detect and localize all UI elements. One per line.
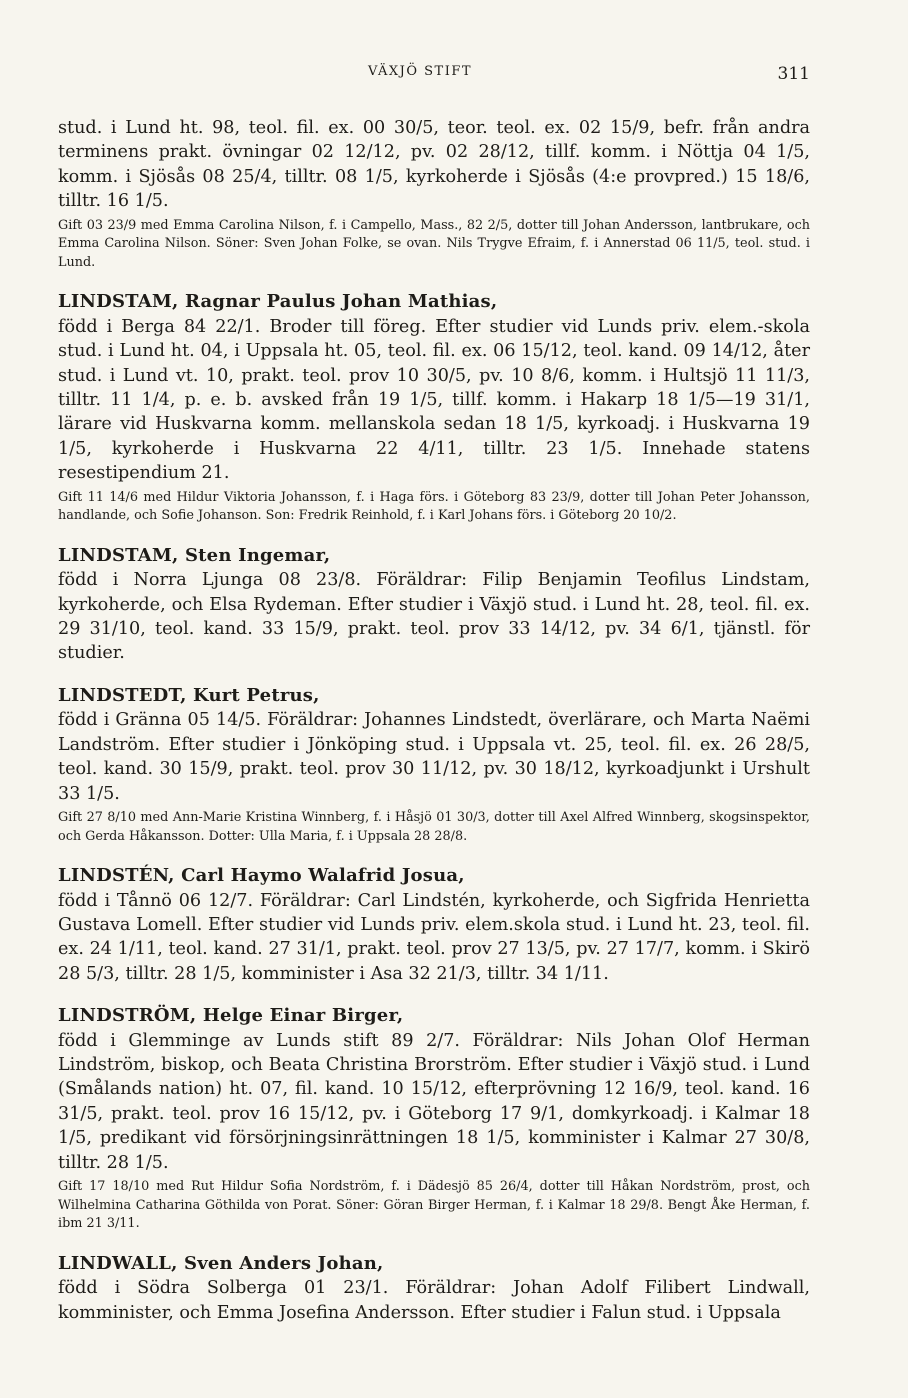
entry-text: född i Tånnö 06 12/7. Föräldrar: Carl Lindstén, kyrkoherde, och Sigfrida Henrietta Gustava Lomell. Efter studier vid Lunds priv. elem.skola stud. i Lund ht. 23, teol. fil. ex. 24 1/11, teol. kand. 27 31/1, prakt. teol. prov 27 13/5, pv. 27 17/7, komm. i Skirö 28 5/3, tilltr. 28 1/5, komminister i Asa 32 21/3, tilltr. 34 1/11.	[58, 890, 810, 984]
running-title: VÄXJÖ STIFT	[368, 64, 473, 79]
running-header	[58, 64, 810, 88]
entry-text: född i Berga 84 22/1. Broder till föreg. Efter studier vid Lunds priv. elem.-skola stud. i Lund ht. 04, i Uppsala ht. 05, teol. fil. ex. 06 15/12, teol. kand. 09 14/12, åter stud. i Lund vt. 10, prakt. teol. prov 10 30/5, pv. 10 8/6, komm. i Hultsjö 11 11/3, tilltr. 11 1/4, p. e. b. avsked från 19 1/5, tillf. komm. i Hakarp 18 1/5—19 31/1, lärare vid Huskvarna komm. mellanskola sedan 18 1/5, kyrkoadj. i Huskvarna 19 1/5, kyrkoherde i Huskvarna 22 4/11, tilltr. 23 1/5. Innehade statens resestipendium 21.	[58, 316, 810, 484]
continuation-family: Gift 03 23/9 med Emma Carolina Nilson, f. i Campello, Mass., 82 2/5, dotter till Johan Andersson, lantbrukare, och Emma Carolina Nilson. Söner: Sven Johan Folke, se ovan. Nils Trygve Efraim, f. i Annerstad 06 11/5, teol. stud. i Lund.	[58, 217, 810, 270]
entry-text: född i Glemminge av Lunds stift 89 2/7. Föräldrar: Nils Johan Olof Herman Lindström, biskop, och Beata Christina Brorström. Efter studier i Växjö stud. i Lund (Smålands nation) ht. 07, fil. kand. 10 15/12, efterprövning 12 16/9, teol. kand. 16 31/5, prakt. teol. prov 16 15/12, pv. i Göteborg 17 9/1, domkyrkoadj. i Kalmar 18 1/5, predikant vid försörjningsinrättningen 18 1/5, komminister i Kalmar 27 30/8, tilltr. 28 1/5.	[58, 1030, 810, 1173]
continuation-text: stud. i Lund ht. 98, teol. fil. ex. 00 30/5, teor. teol. ex. 02 15/9, befr. från andra terminens prakt. övningar 02 12/12, pv. 02 28/12, tillf. komm. i Nöttja 04 1/5, komm. i Sjösås 08 25/4, tilltr. 08 1/5, kyrkoherde i Sjösås (4:e provpred.) 15 18/6, tilltr. 16 1/5.	[58, 118, 810, 212]
entry-family: Gift 11 14/6 med Hildur Viktoria Johansson, f. i Haga förs. i Göteborg 83 23/9, dotter till Johan Peter Johansson, handlande, och Sofie Johanson. Son: Fredrik Reinhold, f. i Karl Johans förs. i Göteborg 20 10/2.	[58, 489, 810, 524]
entry-name: LINDSTEDT, Kurt Petrus,	[58, 684, 320, 706]
entry-name: LINDWALL, Sven Anders Johan,	[58, 1252, 384, 1274]
entry-text: född i Gränna 05 14/5. Föräldrar: Johannes Lindstedt, överlärare, och Marta Naëmi Landström. Efter studier i Jönköping stud. i Uppsala vt. 25, teol. fil. ex. 26 28/5, teol. kand. 30 15/9, prakt. teol. prov 30 11/12, pv. 30 18/12, kyrkoadjunkt i Urshult 33 1/5.	[58, 710, 810, 804]
biography-entry	[58, 544, 810, 666]
entry-name: LINDSTRÖM, Helge Einar Birger,	[58, 1005, 404, 1027]
biography-entry	[58, 684, 810, 846]
entry-family: Gift 17 18/10 med Rut Hildur Sofia Nordström, f. i Dädesjö 85 26/4, dotter till Håkan Nordström, prost, och Wilhelmina Catharina Göthilda von Porat. Söner: Göran Birger Herman, f. i Kalmar 18 29/8. Bengt Åke Herman, f. ibm 21 3/11.	[58, 1178, 810, 1232]
entry-text: född i Norra Ljunga 08 23/8. Föräldrar: Filip Benjamin Teofilus Lindstam, kyrkoherde, och Elsa Rydeman. Efter studier i Växjö stud. i Lund ht. 28, teol. fil. ex. 29 31/10, teol. kand. 33 15/9, prakt. teol. prov 33 14/12, pv. 34 6/1, tjänstl. för studier.	[58, 570, 810, 664]
page-number: 311	[777, 64, 810, 84]
biography-entry	[58, 1252, 810, 1325]
continuation-entry	[58, 116, 810, 272]
entry-family: Gift 27 8/10 med Ann-Marie Kristina Winnberg, f. i Håsjö 01 30/3, dotter till Axel Alfred Winnberg, skogsinspektor, och Gerda Håkansson. Dotter: Ulla Maria, f. i Uppsala 28 28/8.	[58, 809, 810, 844]
entry-name: LINDSTAM, Ragnar Paulus Johan Mathias,	[58, 291, 498, 313]
entry-name: LINDSTAM, Sten Ingemar,	[58, 544, 331, 566]
biography-entry	[58, 864, 810, 986]
biography-entry	[58, 1004, 810, 1234]
entry-text: född i Södra Solberga 01 23/1. Föräldrar: Johan Adolf Filibert Lindwall, komminister, och Emma Josefina Andersson. Efter studier i Falun stud. i Uppsala	[58, 1278, 810, 1323]
entry-name: LINDSTÉN, Carl Haymo Walafrid Josua,	[58, 865, 465, 887]
text-body	[58, 116, 810, 1325]
biography-entry	[58, 290, 810, 525]
